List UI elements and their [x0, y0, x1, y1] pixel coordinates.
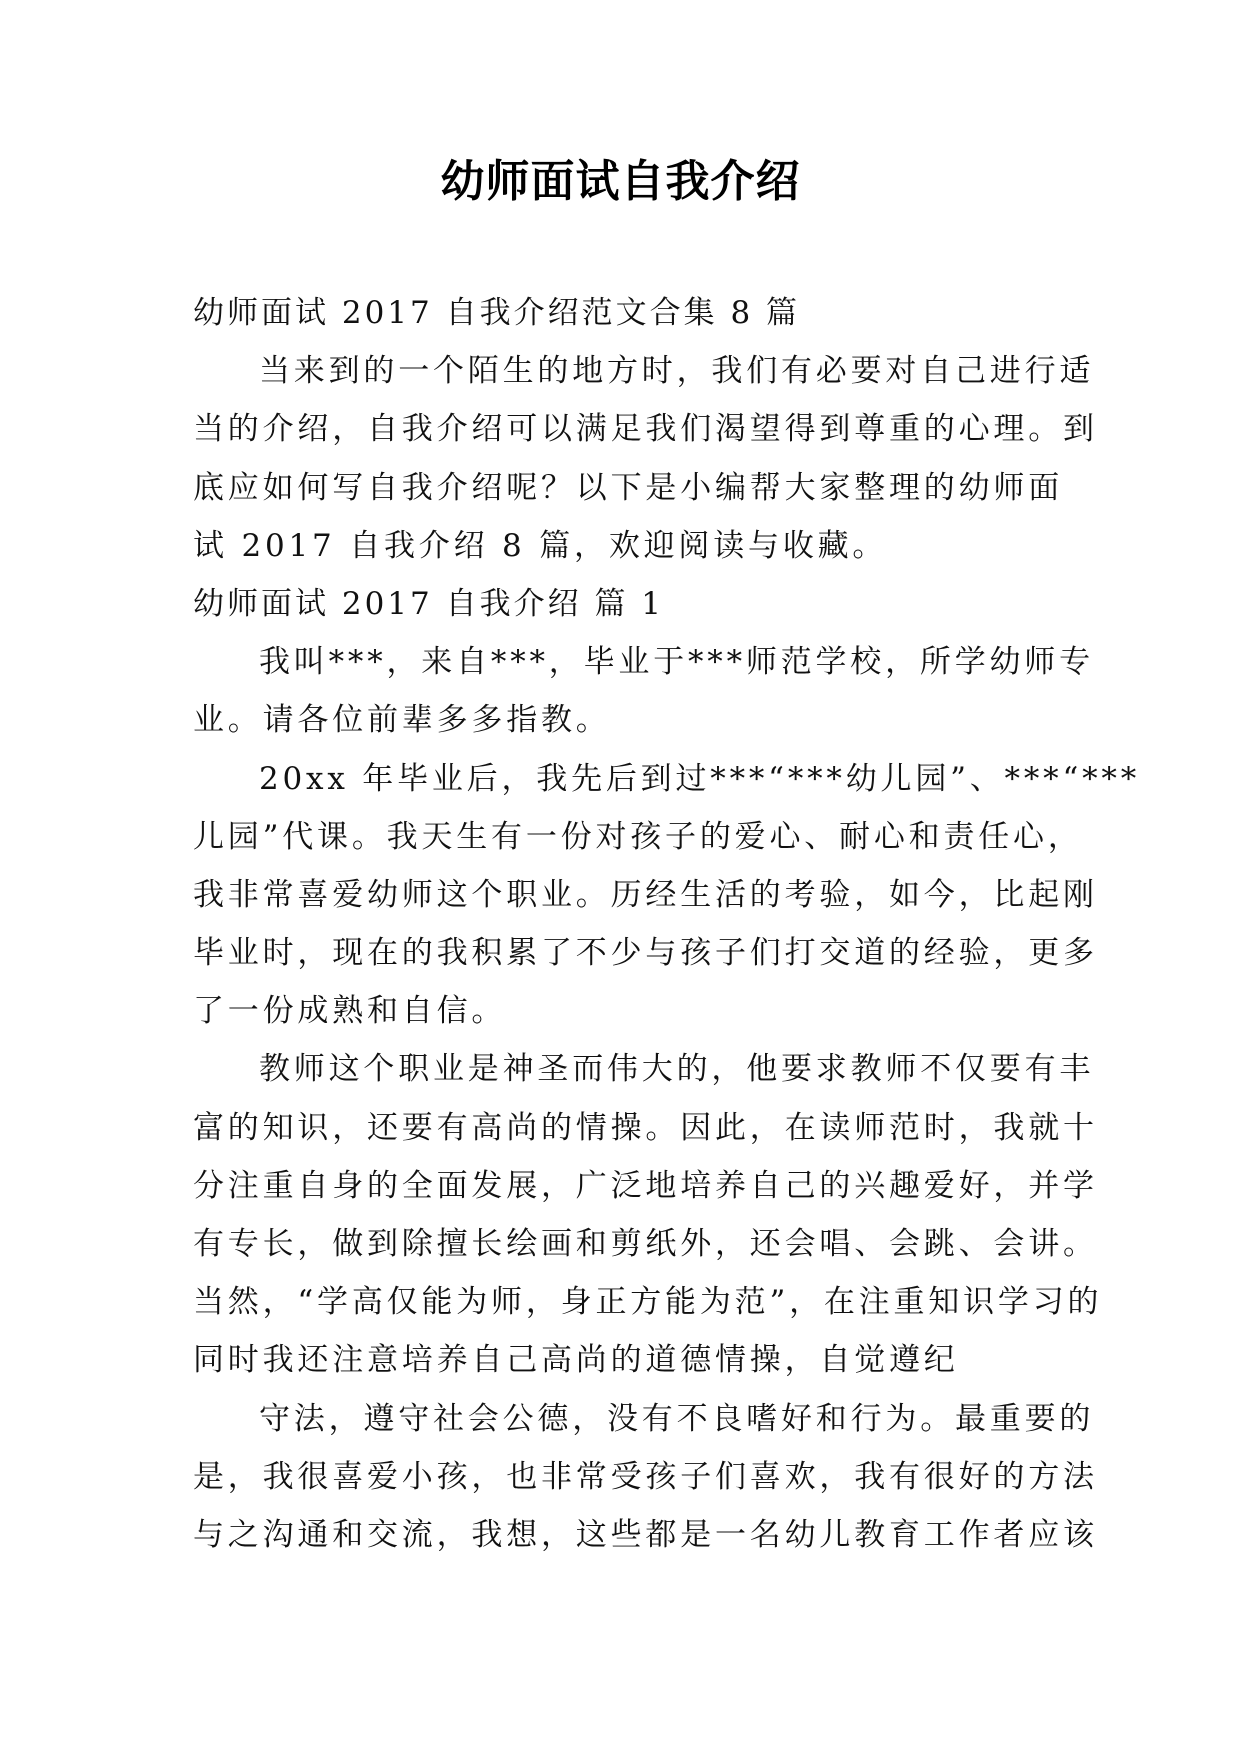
document-title: 幼师面试自我介绍 [440, 156, 801, 207]
paragraph-line: 与之沟通和交流，我想，这些都是一名幼儿教育工作者应该 [193, 1516, 1098, 1553]
paragraph-line: 守法，遵守社会公德，没有不良嗜好和行为。最重要的 [259, 1400, 1095, 1437]
document-body [193, 284, 1141, 1564]
paragraph-line: 当然，“学高仅能为师，身正方能为范”，在注重知识学习的 [193, 1284, 1103, 1321]
section-heading: 幼师面试 2017 自我介绍 篇 1 [193, 585, 665, 622]
intro-paragraph-line: 底应如何写自我介绍呢？以下是小编帮大家整理的幼师面 [193, 469, 1063, 506]
paragraph-line: 同时我还注意培养自己高尚的道德情操，自觉遵纪 [193, 1342, 959, 1379]
paragraph-line: 我叫***，来自***，毕业于***师范学校，所学幼师专 [259, 644, 1094, 681]
paragraph-line: 我非常喜爱幼师这个职业。历经生活的考验，如今，比起刚 [193, 876, 1098, 913]
paragraph-line: 有专长，做到除擅长绘画和剪纸外，还会唱、会跳、会讲。 [193, 1226, 1098, 1262]
paragraph-line: 20xx 年毕业后，我先后到过***“***幼儿园”、***“*** [259, 760, 1141, 797]
paragraph-line: 业。请各位前辈多多指教。 [193, 702, 611, 739]
paragraph-line: 儿园”代课。我天生有一份对孩子的爱心、耐心和责任心， [193, 818, 1083, 855]
paragraph-line: 毕业时，现在的我积累了不少与孩子们打交道的经验，更多 [193, 935, 1098, 972]
paragraph-line: 了一份成熟和自信。 [193, 993, 507, 1030]
intro-paragraph-line: 当的介绍，自我介绍可以满足我们渴望得到尊重的心理。到 [193, 411, 1098, 448]
intro-paragraph-line: 试 2017 自我介绍 8 篇，欢迎阅读与收藏。 [193, 527, 888, 564]
collection-heading: 幼师面试 2017 自我介绍范文合集 8 篇 [193, 295, 801, 331]
intro-paragraph-line: 当来到的一个陌生的地方时，我们有必要对自己进行适 [259, 353, 1095, 390]
paragraph-line: 是，我很喜爱小孩，也非常受孩子们喜欢，我有很好的方法 [193, 1458, 1098, 1495]
paragraph-line: 教师这个职业是神圣而伟大的，他要求教师不仅要有丰 [259, 1051, 1095, 1088]
paragraph-line: 富的知识，还要有高尚的情操。因此，在读师范时，我就十 [193, 1109, 1098, 1146]
paragraph-line: 分注重自身的全面发展，广泛地培养自己的兴趣爱好，并学 [193, 1167, 1098, 1204]
